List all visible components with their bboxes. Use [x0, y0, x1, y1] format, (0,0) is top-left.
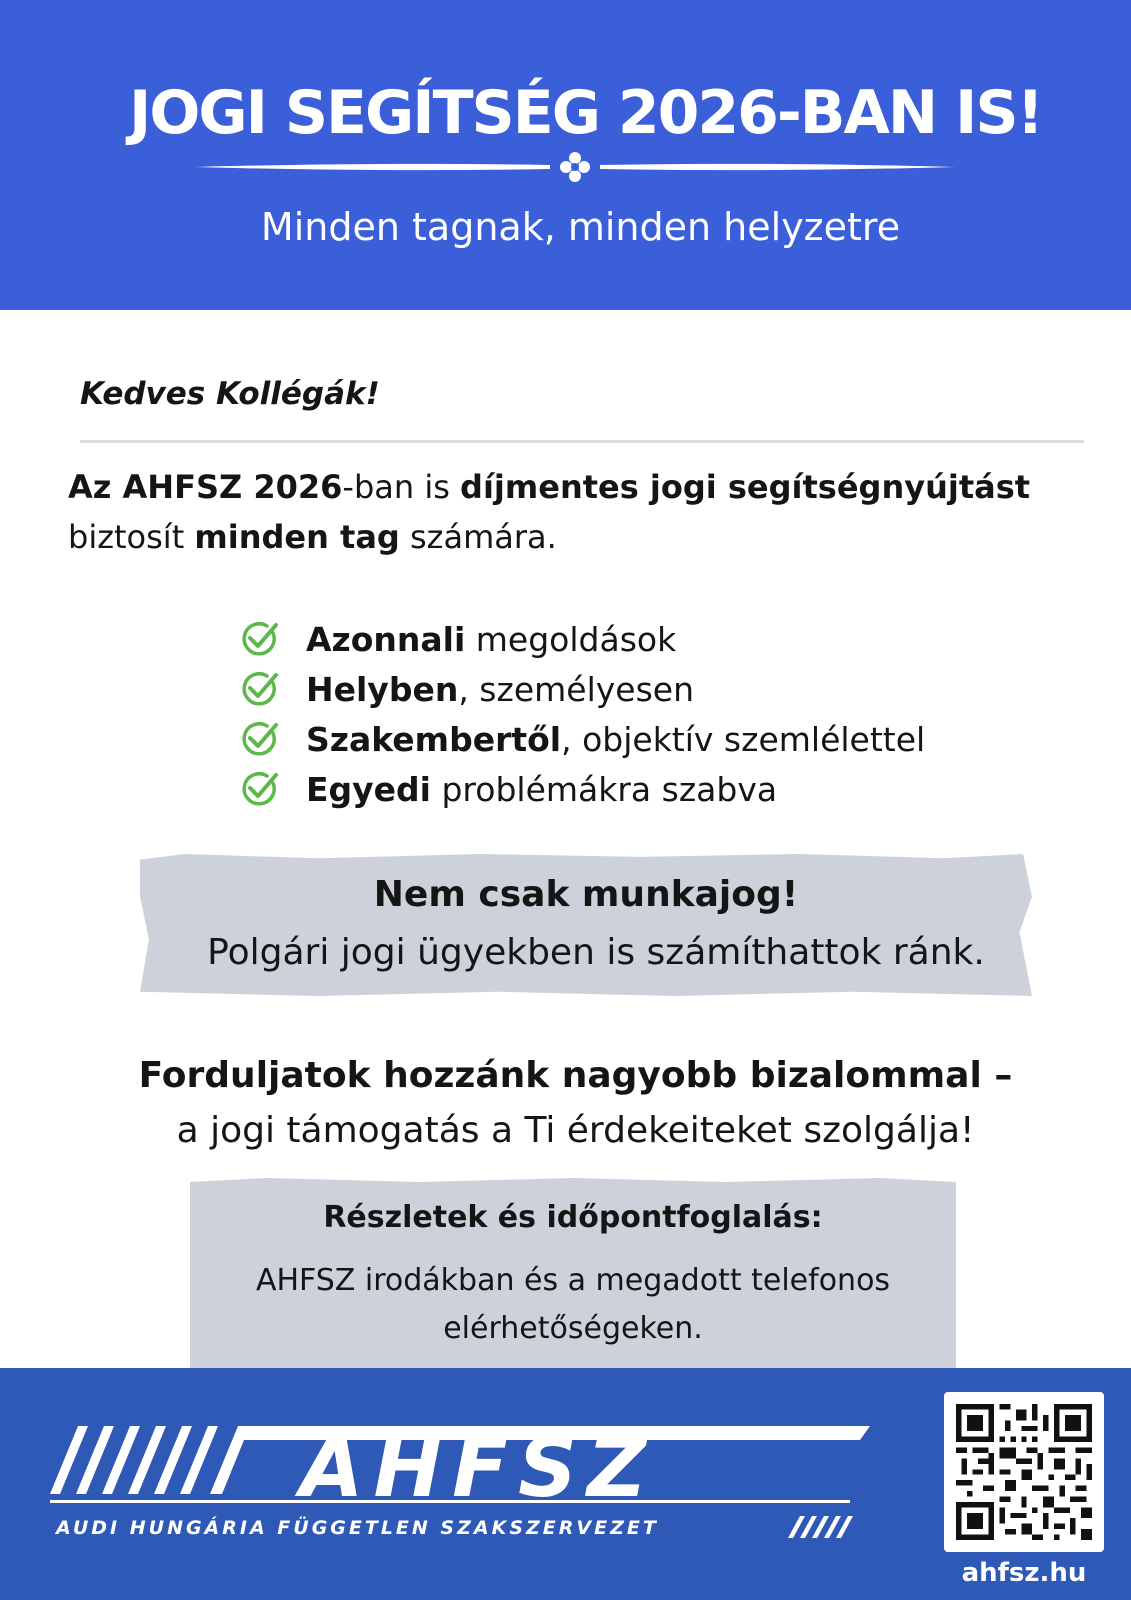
logo-text: AHFSZ: [300, 1421, 657, 1516]
details-title: Részletek és időpontfoglalás:: [323, 1200, 823, 1235]
website-link[interactable]: ahfsz.hu: [961, 1558, 1087, 1588]
notice-text: Polgári jogi ügyekben is számíthattok ránk.: [207, 932, 985, 973]
greeting: Kedves Kollégák!: [80, 376, 380, 412]
notice-title: Nem csak munkajog!: [373, 874, 799, 915]
qr-code[interactable]: [944, 1392, 1104, 1552]
check-circle-icon: [240, 719, 280, 759]
feature-text: , objektív szemlélettel: [561, 720, 926, 759]
feature-bold: Szakembertől: [306, 720, 562, 759]
list-item: [240, 765, 925, 815]
ahfsz-logo: [50, 1420, 880, 1550]
intro-text-1: -ban is: [342, 468, 461, 506]
intro-text-2: biztosít: [68, 518, 195, 556]
ornament-divider-icon: [195, 150, 955, 186]
feature-bold: Helyben: [306, 670, 459, 709]
feature-bold: Azonnali: [306, 620, 466, 659]
intro-paragraph: [68, 462, 1108, 562]
logo-subtitle: AUDI HUNGÁRIA FÜGGETLEN SZAKSZERVEZET: [56, 1517, 659, 1539]
feature-bold: Egyedi: [306, 770, 431, 809]
check-circle-icon: [240, 769, 280, 809]
qr-code-icon: [956, 1404, 1092, 1540]
intro-bold-org: Az AHFSZ 2026: [68, 468, 343, 506]
page-title: JOGI SEGÍTSÉG 2026-BAN IS!: [129, 78, 1042, 148]
page-subtitle: Minden tagnak, minden helyzetre: [260, 205, 901, 249]
feature-text: megoldások: [465, 620, 677, 659]
list-item: [240, 615, 925, 665]
separator-line: [80, 440, 1084, 443]
appeal-text: a jogi támogatás a Ti érdekeiteket szolgálja!: [176, 1110, 975, 1151]
list-item: [240, 715, 925, 765]
intro-bold-service: díjmentes jogi segítségnyújtást: [460, 468, 1031, 506]
appeal-heading: Forduljatok hozzánk nagyobb bizalommal –: [138, 1055, 1013, 1096]
intro-bold-members: minden tag: [194, 518, 400, 556]
feature-text: , személyesen: [458, 670, 694, 709]
intro-text-3: számára.: [399, 518, 557, 556]
check-circle-icon: [240, 669, 280, 709]
check-circle-icon: [240, 619, 280, 659]
feature-list: [240, 615, 925, 815]
list-item: [240, 665, 925, 715]
feature-text: problémákra szabva: [431, 770, 778, 809]
details-text: AHFSZ irodákban és a megadott telefonos elérhetőségeken.: [255, 1263, 891, 1346]
